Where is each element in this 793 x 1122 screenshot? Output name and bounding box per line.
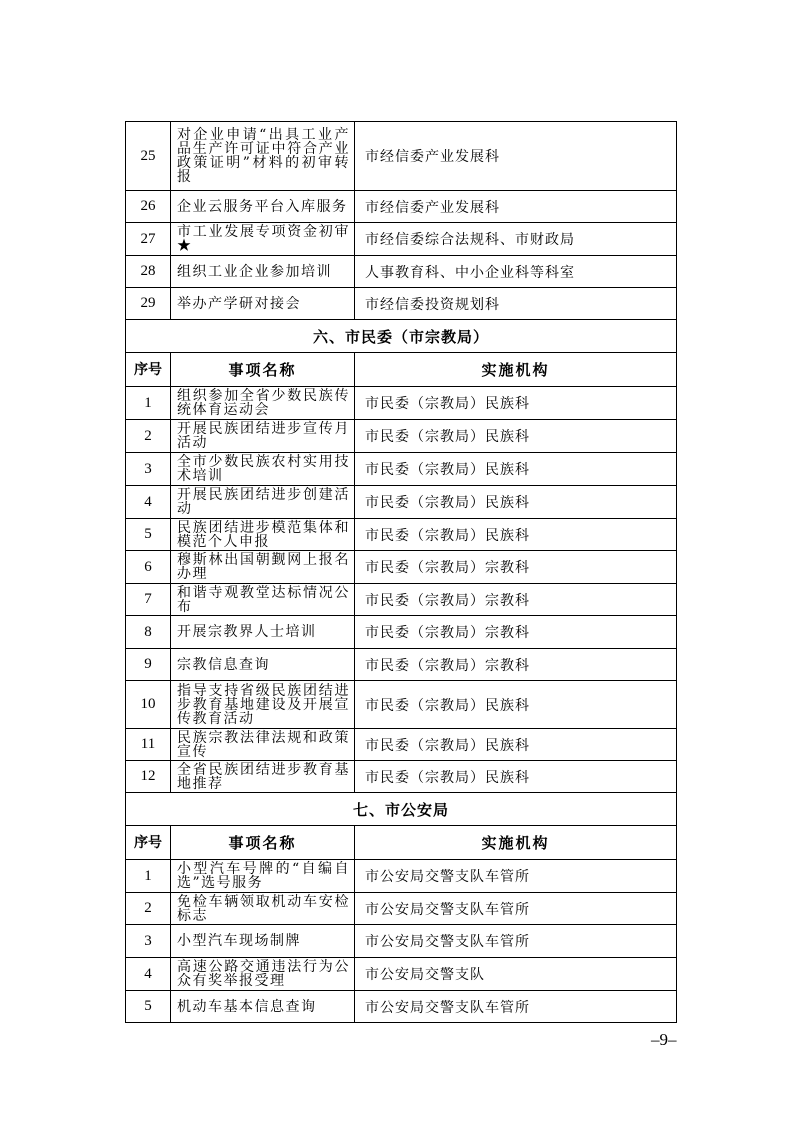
table-row (126, 387, 677, 420)
item-organization: 市经信委投资规划科 (355, 288, 677, 320)
item-number: 8 (126, 616, 171, 649)
item-name: 全省民族团结进步教育基地推荐 (171, 761, 355, 793)
item-organization: 市民委（宗教局）民族科 (355, 519, 677, 551)
item-number: 1 (126, 860, 171, 893)
item-name: 开展民族团结进步创建活动 (171, 486, 355, 519)
item-name: 企业云服务平台入库服务 (171, 191, 355, 223)
service-items-table (125, 121, 677, 1023)
item-organization: 市公安局交警支队车管所 (355, 860, 677, 893)
header-item-name: 事项名称 (171, 353, 355, 387)
item-number: 12 (126, 761, 171, 793)
item-number: 2 (126, 420, 171, 453)
item-number: 5 (126, 519, 171, 551)
item-organization: 市公安局交警支队车管所 (355, 893, 677, 925)
item-name: 民族团结进步模范集体和模范个人申报 (171, 519, 355, 551)
table-row (126, 420, 677, 453)
item-name: 民族宗教法律法规和政策宣传 (171, 729, 355, 761)
item-organization: 市民委（宗教局）宗教科 (355, 584, 677, 616)
item-name: 穆斯林出国朝觐网上报名办理 (171, 551, 355, 584)
table-row (126, 584, 677, 616)
item-organization: 市民委（宗教局）民族科 (355, 420, 677, 453)
item-organization: 市经信委产业发展科 (355, 122, 677, 191)
section-title: 七、市公安局 (126, 793, 677, 826)
table-row (126, 453, 677, 486)
item-number: 29 (126, 288, 171, 320)
item-name: 市工业发展专项资金初审★ (171, 223, 355, 256)
item-name: 指导支持省级民族团结进步教育基地建设及开展宣传教育活动 (171, 681, 355, 729)
item-name: 对企业申请“出具工业产品生产许可证中符合产业政策证明”材料的初审转报 (171, 122, 355, 191)
item-number: 27 (126, 223, 171, 256)
table-row (126, 860, 677, 893)
item-organization: 市民委（宗教局）民族科 (355, 729, 677, 761)
header-row (126, 826, 677, 860)
header-item-name: 事项名称 (171, 826, 355, 860)
item-number: 3 (126, 925, 171, 958)
header-row (126, 353, 677, 387)
item-number: 2 (126, 893, 171, 925)
table-row (126, 925, 677, 958)
table-row (126, 681, 677, 729)
table-row (126, 223, 677, 256)
item-number: 1 (126, 387, 171, 420)
section-title-row (126, 320, 677, 353)
item-organization: 人事教育科、中小企业科等科室 (355, 256, 677, 288)
item-number: 28 (126, 256, 171, 288)
item-organization: 市民委（宗教局）宗教科 (355, 551, 677, 584)
item-name: 组织工业企业参加培训 (171, 256, 355, 288)
item-name: 免检车辆领取机动车安检标志 (171, 893, 355, 925)
item-organization: 市公安局交警支队车管所 (355, 991, 677, 1023)
table-row (126, 616, 677, 649)
item-number: 5 (126, 991, 171, 1023)
item-organization: 市民委（宗教局）民族科 (355, 681, 677, 729)
table-row (126, 486, 677, 519)
item-number: 4 (126, 486, 171, 519)
item-organization: 市公安局交警支队 (355, 958, 677, 991)
item-organization: 市民委（宗教局）宗教科 (355, 649, 677, 681)
item-organization: 市经信委综合法规科、市财政局 (355, 223, 677, 256)
item-organization: 市民委（宗教局）民族科 (355, 453, 677, 486)
item-name: 高速公路交通违法行为公众有奖举报受理 (171, 958, 355, 991)
item-name: 组织参加全省少数民族传统体育运动会 (171, 387, 355, 420)
item-number: 26 (126, 191, 171, 223)
table-row (126, 958, 677, 991)
header-number: 序号 (126, 353, 171, 387)
item-organization: 市公安局交警支队车管所 (355, 925, 677, 958)
item-number: 10 (126, 681, 171, 729)
table-row (126, 649, 677, 681)
table-row (126, 519, 677, 551)
item-name: 全市少数民族农村实用技术培训 (171, 453, 355, 486)
item-name: 宗教信息查询 (171, 649, 355, 681)
item-organization: 市民委（宗教局）民族科 (355, 761, 677, 793)
item-organization: 市民委（宗教局）民族科 (355, 486, 677, 519)
item-number: 7 (126, 584, 171, 616)
table-row (126, 729, 677, 761)
item-name: 举办产学研对接会 (171, 288, 355, 320)
section-title: 六、市民委（市宗教局） (126, 320, 677, 353)
item-number: 4 (126, 958, 171, 991)
header-organization: 实施机构 (355, 353, 677, 387)
item-number: 9 (126, 649, 171, 681)
page-number: –9– (651, 1030, 677, 1049)
header-organization: 实施机构 (355, 826, 677, 860)
item-organization: 市民委（宗教局）民族科 (355, 387, 677, 420)
table-row (126, 191, 677, 223)
table-row (126, 551, 677, 584)
item-name: 开展民族团结进步宣传月活动 (171, 420, 355, 453)
table-row (126, 256, 677, 288)
table-row (126, 122, 677, 191)
item-name: 开展宗教界人士培训 (171, 616, 355, 649)
item-name: 机动车基本信息查询 (171, 991, 355, 1023)
item-number: 3 (126, 453, 171, 486)
item-organization: 市民委（宗教局）宗教科 (355, 616, 677, 649)
item-organization: 市经信委产业发展科 (355, 191, 677, 223)
table-row (126, 893, 677, 925)
table-row (126, 761, 677, 793)
table-row (126, 288, 677, 320)
item-number: 11 (126, 729, 171, 761)
item-name: 和谐寺观教堂达标情况公布 (171, 584, 355, 616)
item-name: 小型汽车号牌的“自编自选”选号服务 (171, 860, 355, 893)
item-number: 25 (126, 122, 171, 191)
header-number: 序号 (126, 826, 171, 860)
section-title-row (126, 793, 677, 826)
item-number: 6 (126, 551, 171, 584)
item-name: 小型汽车现场制牌 (171, 925, 355, 958)
table-row (126, 991, 677, 1023)
